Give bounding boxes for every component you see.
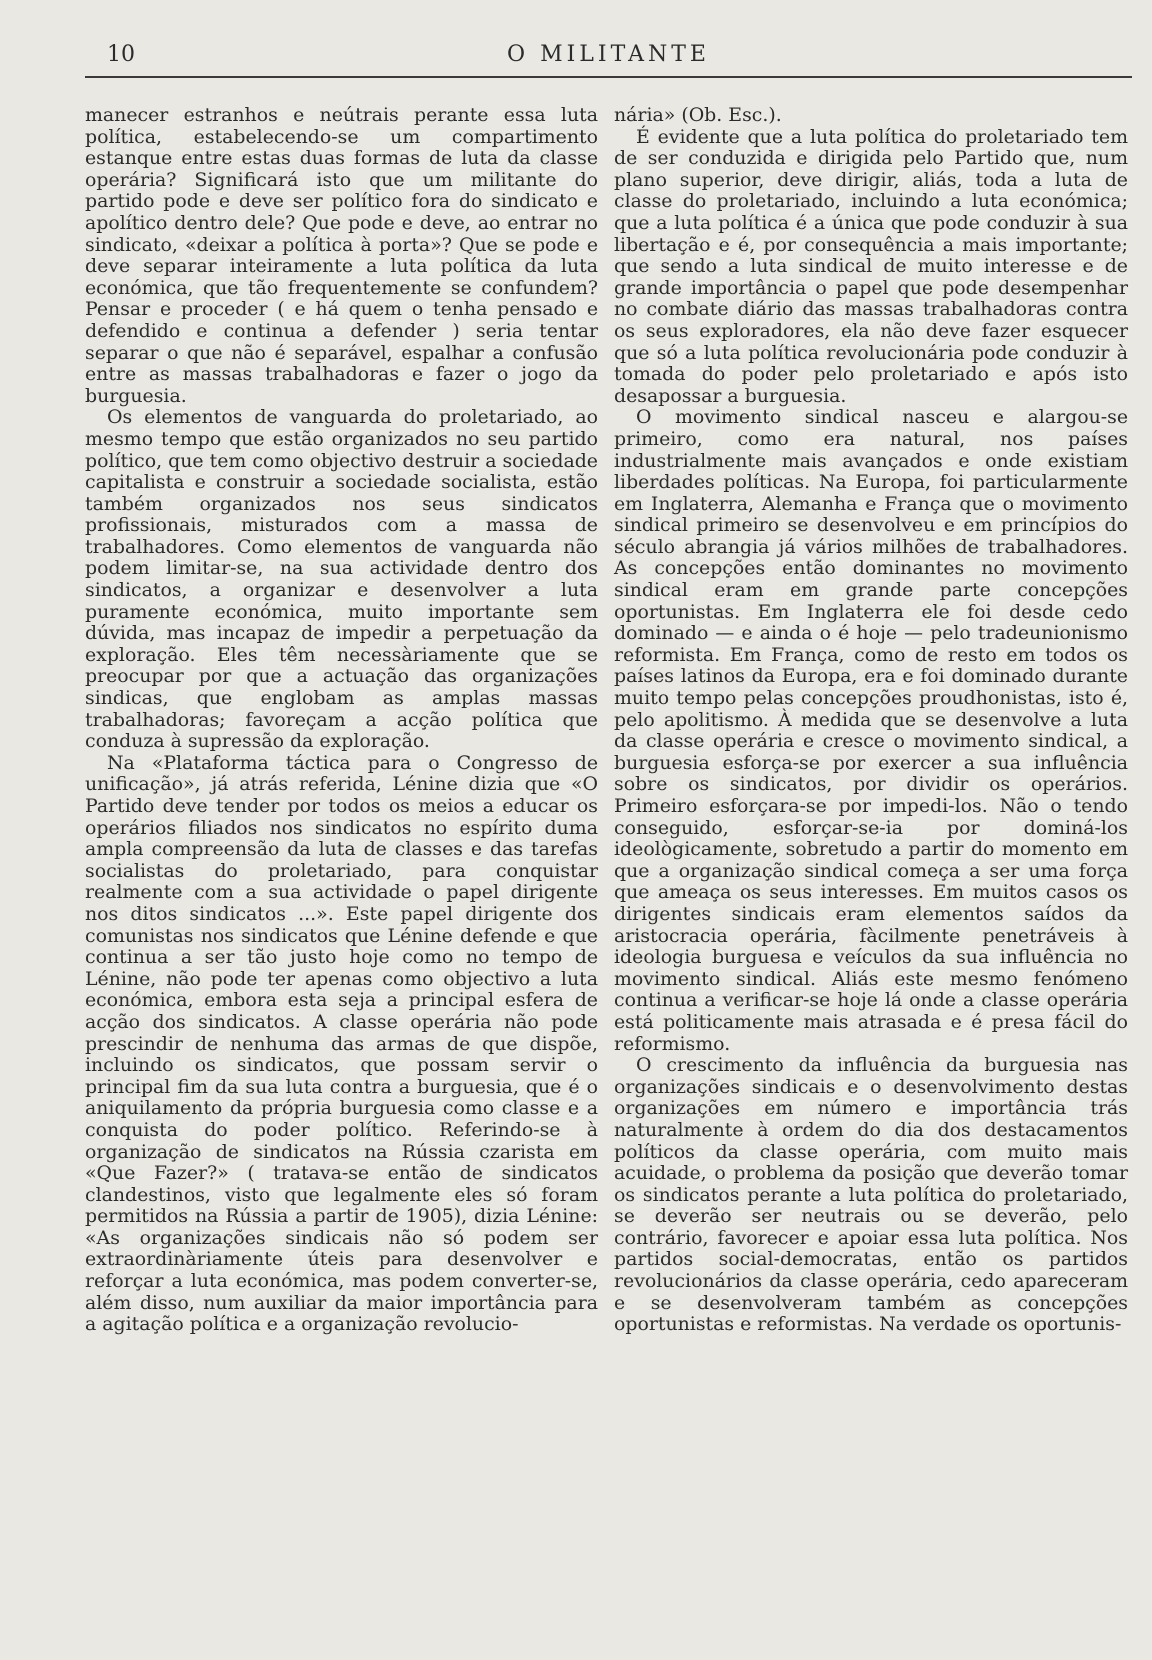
right-column [614,105,1128,1336]
paragraph: O crescimento da influência da burguesia nas organizações sindicais e o desenvolvimento destas organizações em número e importância trás naturalmente à ordem do dia dos destacamentos políticos da classe operária, com muito mais acuidade, o problema da posição que deverão tomar os sindicatos perante a luta política do proletariado, se deverão ser neutrais ou se deverão, pelo contrário, favorecer e apoiar essa luta política. Nos partidos social-democratas, então os partidos revolucionários da classe operária, cedo apareceram e se desenvolveram também as concepções oportunistas e reformistas. Na verdade os oportunis- [614,1054,1128,1336]
paragraph: nária» (Ob. Esc.). [614,104,782,126]
page-number: 10 [107,42,135,67]
paragraph: O movimento sindical nasceu e alargou-se primeiro, como era natural, nos países industrialmente mais avançados e onde existiam liberdades políticas. Na Europa, foi particularmente em Inglaterra, Alemanha e França que o movimento sindical primeiro se desenvolveu e em princípios do século abrangia já vários milhões de trabalhadores. As concepções então dominantes no movimento sindical eram em grande parte concepções oportunistas. Em Inglaterra ele foi desde cedo dominado — e ainda o é hoje — pelo tradeunionismo reformista. Em França, como de resto em todos os países latinos da Europa, era e foi dominado durante muito tempo pelas concepções proudhonistas, isto é, pelo apolitismo. À medida que se desenvolve a luta da classe operária e cresce o movimento sindical, a burguesia esforça-se por exercer a sua influência sobre os sindicatos, por dividir os operários. Primeiro esforçara-se por impedi-los. Não o tendo conseguido, esforçar-se-ia por dominá-los ideològicamente, sobretudo a partir do momento em que a organização sindical começa a ser uma força que ameaça os seus interesses. Em muitos casos os dirigentes sindicais eram elementos saídos da aristocracia operária, fàcilmente penetráveis à ideologia burguesa e veículos da sua influência no movimento sindical. Aliás este mesmo fenómeno continua a verificar-se hoje lá onde a classe operária está politicamente mais atrasada e é presa fácil do reformismo. [614,406,1128,1055]
paragraph: Os elementos de vanguarda do proletariado, ao mesmo tempo que estão organizados no seu partido político, que tem como objectivo destruir a sociedade capitalista e construir a sociedade socialista, estão também organizados nos seus sindicatos profissionais, misturados com a massa de trabalhadores. Como elementos de vanguarda não podem limitar-se, na sua actividade dentro dos sindicatos, a organizar e desenvolver a luta puramente económica, muito importante sem dúvida, mas incapaz de impedir a perpetuação da exploração. Eles têm necessàriamente que se preocupar por que a actuação das organizações sindicas, que englobam as amplas massas trabalhadoras; favoreçam a acção política que conduza à supressão da exploração. [85,406,598,753]
paragraph: É evidente que a luta política do proletariado tem de ser conduzida e dirigida pelo Partido que, num plano superior, deve dirigir, aliás, toda a luta de classe do proletariado, incluindo a luta económica; que a luta política é a única que pode conduzir à sua libertação e é, por consequência a mais importante; que sendo a luta sindical de muito interesse e de grande importância o papel que pode desempenhar no combate diário das massas trabalhadoras contra os seus exploradores, ela não deve fazer esquecer que só a luta política revolucionária pode conduzir à tomada do poder pelo proletariado e após isto desapossar a burguesia. [614,125,1128,407]
paragraph: manecer estranhos e neútrais perante essa luta política, estabelecendo-se um compartimento estanque entre estas duas formas de luta da classe operária? Significará isto que um militante do partido pode e deve ser político fora do sindicato e apolítico dentro dele? Que pode e deve, ao entrar no sindicato, «deixar a política à porta»? Que se pode e deve separar inteiramente a luta política da luta económica, que tão frequentemente se confundem? Pensar e proceder ( e há quem o tenha pensado e defendido e continua a defender ) seria tentar separar o que não é separável, espalhar a confusão entre as massas trabalhadoras e fazer o jogo da burguesia. [85,104,598,407]
page-header [85,40,1132,78]
journal-title: O MILITANTE [507,42,710,67]
left-column [85,105,598,1336]
paragraph: Na «Plataforma táctica para o Congresso de unificação», já atrás referida, Lénine dizia que «O Partido deve tender por todos os meios a educar os operários filiados nos sindicatos no espírito duma ampla compreensão da luta de classes e das tarefas socialistas do proletariado, para conquistar realmente com a sua actividade o papel dirigente nos ditos sindicatos ...». Este papel dirigente dos comunistas nos sindicatos que Lénine defende e que continua a ser tão justo hoje como no tempo de Lénine, não pode ter apenas como objectivo a luta económica, embora esta seja a principal esfera de acção dos sindicatos. A classe operária não pode prescindir de nenhuma das armas de que dispõe, incluindo os sindicatos, que possam servir o principal fim da sua luta contra a burguesia, que é o aniquilamento da própria burguesia como classe e a conquista do poder político. Referindo-se à organização de sindicatos na Rússia czarista em «Que Fazer?» ( tratava-se então de sindicatos clandestinos, visto que legalmente eles só foram permitidos na Rússia a partir de 1905), dizia Lénine: «As organizações sindicais não só podem ser extraordinàriamente úteis para desenvolver e reforçar a luta económica, mas podem converter-se, além disso, num auxiliar da maior importância para a agitação política e a organização revolucio- [85,751,598,1336]
